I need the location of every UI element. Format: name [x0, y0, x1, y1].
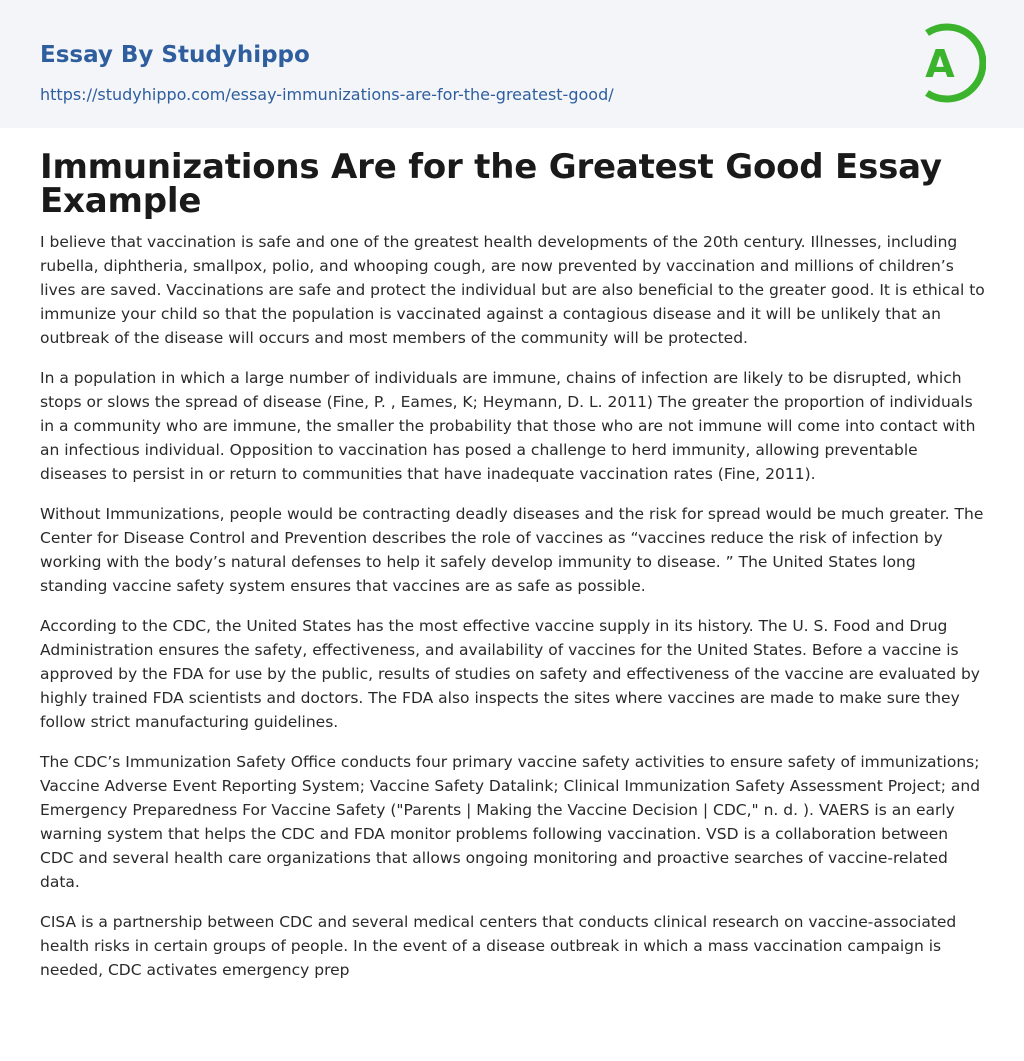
essay-paragraph: I believe that vaccination is safe and one of the greatest health developments of the 20th century. Illnesses, including rubella, diphtheria, smallpox, polio, and whooping cough, are now prevented by vaccination and millions of children’s lives are saved. Vaccinations are safe and protect the individual but are also beneficial to the greater good. It is ethical to immunize your child so that the population is vaccinated against a contagious disease and it will be unlikely that an outbreak of the disease will occurs and most members of the community will be protected.: [40, 233, 985, 347]
site-header: [0, 0, 1024, 128]
page-title: Immunizations Are for the Greatest Good Essay Example: [40, 147, 942, 221]
site-title[interactable]: Essay By Studyhippo: [40, 42, 310, 68]
essay-paragraph: In a population in which a large number of individuals are immune, chains of infection are likely to be disrupted, which stops or slows the spread of disease (Fine, P. , Eames, K; Heymann, D. L. 2011) The greater the proportion of individuals in a community who are immune, the smaller the probability that those who are not immune will come into contact with an infectious individual. Opposition to vaccination has posed a challenge to herd immunity, allowing preventable diseases to persist in or return to communities that have inadequate vaccination rates (Fine, 2011).: [40, 369, 976, 483]
essay-body: [40, 230, 986, 982]
essay-paragraph: According to the CDC, the United States has the most effective vaccine supply in its history. The U. S. Food and Drug Administration ensures the safety, effectiveness, and availability of vaccines for the United States. Before a vaccine is approved by the FDA for use by the public, results of studies on safety and effectiveness of the vaccine are evaluated by highly trained FDA scientists and doctors. The FDA also inspects the sites where vaccines are made to make sure they follow strict manufacturing guidelines.: [40, 617, 980, 731]
studyhippo-logo-icon[interactable]: [914, 20, 986, 106]
essay-article: [40, 147, 986, 998]
essay-paragraph: The CDC’s Immunization Safety Office conducts four primary vaccine safety activities to ensure safety of immunizations; Vaccine Adverse Event Reporting System; Vaccine Safety Datalink; Clinical Immunization Safety Assessment Project; and Emergency Preparedness For Vaccine Safety ("Parents | Making the Vaccine Decision | CDC," n. d. ). VAERS is an early warning system that helps the CDC and FDA monitor problems following vaccination. VSD is a collaboration between CDC and several health care organizations that allows ongoing monitoring and proactive searches of vaccine-related data.: [40, 753, 981, 891]
logo-letter: A: [925, 42, 955, 86]
essay-paragraph: Without Immunizations, people would be contracting deadly diseases and the risk for spread would be much greater. The Center for Disease Control and Prevention describes the role of vaccines as “vaccines reduce the risk of infection by working with the body’s natural defenses to help it safely develop immunity to disease. ” The United States long standing vaccine safety system ensures that vaccines are as safe as possible.: [40, 505, 984, 595]
essay-paragraph: CISA is a partnership between CDC and several medical centers that conducts clinical research on vaccine-associated health risks in certain groups of people. In the event of a disease outbreak in which a mass vaccination campaign is needed, CDC activates emergency prep: [40, 913, 957, 979]
essay-url-link[interactable]: https://studyhippo.com/essay-immunizations-are-for-the-greatest-good/: [40, 85, 614, 104]
